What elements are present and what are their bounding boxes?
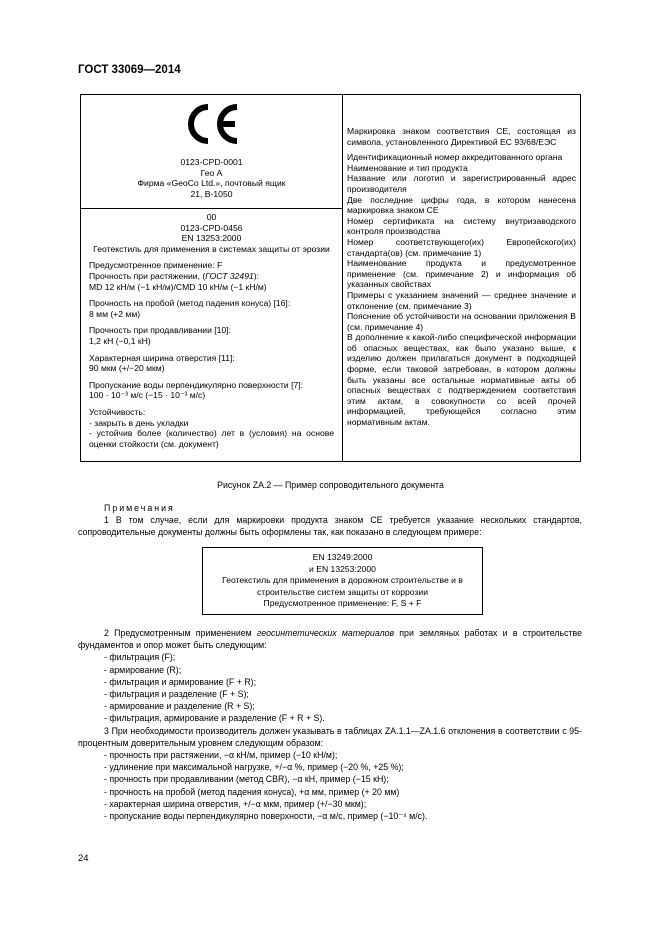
puncture-label: Прочность на пробой (метод падения конуса) [16]: <box>89 298 291 309</box>
list-item: - фильтрация и разделение (F + S); <box>104 689 249 700</box>
ce-mark-icon <box>182 101 242 147</box>
list-item: - удлинение при максимальной нагрузке, +/−α %, пример (−20 %, +25 %); <box>104 762 404 773</box>
product-info-block <box>81 212 342 449</box>
manufacturer-address: Фирма «GeoCo Ltd.», почтовый ящик <box>137 178 286 189</box>
example-description: Геотекстиль для применения в дорожном строительстве и в строительстве систем защиты от коррозии <box>222 575 463 597</box>
list-item: - фильтрация и армирование (F + R); <box>104 676 257 687</box>
explanation-item: Наименование продукта и предусмотренное применение (см. примечание 2) и информация об указанных свойствах <box>347 258 576 290</box>
tensile-strength-value: MD 12 кН/м (−1 кН/м)/CMD 10 кН/м (−1 кН/м) <box>89 281 267 292</box>
explanation-item: Название или логотип и зарегистрированный адрес производителя <box>347 173 576 194</box>
row-divider <box>81 208 342 209</box>
list-item: - характерная ширина отверстия, +/−α мкм, пример (+/−30 мкм); <box>104 798 367 809</box>
explanation-item: Пояснение об устойчивости на основании приложения В (см. примечание 4) <box>347 311 576 332</box>
water-label: Пропускание воды перпендикулярно поверхности [7]: <box>89 379 304 390</box>
list-item: - прочность на пробой (метод падения конуса), +α мм, пример (+ 20 мм) <box>104 786 400 797</box>
example-box <box>202 547 483 615</box>
figure-caption: Рисунок ZA.2 — Пример сопроводительного документа <box>217 480 444 490</box>
example-standard: EN 13249:2000 <box>312 552 373 562</box>
intended-use: Предусмотренное применение: F <box>89 260 223 271</box>
document-header: ГОСТ 33069—2014 <box>78 64 181 76</box>
explanation-column <box>343 126 582 428</box>
opening-label: Характерная ширина отверстия [11]: <box>89 352 235 363</box>
opening-value: 90 мкм (+/−20 мкм) <box>89 363 165 374</box>
note-3: 3 При необходимости производитель должен указывать в таблицах ZA.1.1—ZA.1.6 отклонения в соответствии с 95-процентным доверительным уровнем следующим образом: <box>78 725 582 748</box>
certificate-number: 0123-CPD-0456 <box>180 222 243 233</box>
explanation-item: Идентификационный номер аккредитованного органа <box>347 152 563 163</box>
year-digits: 00 <box>206 212 217 222</box>
list-item: - фильтрация (F); <box>104 652 176 663</box>
durability-item: - закрыть в день укладки <box>89 417 189 428</box>
gost-reference: ГОСТ 32491 <box>205 270 254 281</box>
manufacturer-block <box>81 95 342 199</box>
list-item: - армирование (R); <box>104 664 182 675</box>
list-item: - фильтрация, армирование и разделение (F + R + S). <box>104 713 325 724</box>
puncture-value: 8 мм (+2 мм) <box>89 308 141 319</box>
list-item: - прочность при продавливании (метод CBR), −α кН, пример (−15 кН); <box>104 774 389 785</box>
list-item: - пропускание воды перпендикулярно поверхности, −α м/с, пример (−10⁻⁴ м/с). <box>104 811 428 822</box>
product-description: Геотекстиль для применения в системах защиты от эрозии <box>93 243 330 254</box>
product-name: Гео А <box>200 167 223 178</box>
figure-table <box>80 94 581 462</box>
durability-item: - устойчив более (количество) лет в (условия) на основе оценки стойкости (см. документ) <box>89 428 334 449</box>
standard-number: EN 13253:2000 <box>181 233 242 244</box>
push-value: 1,2 кН (−0,1 кН) <box>89 335 151 346</box>
notified-body-id: 0123-CPD-0001 <box>180 157 243 167</box>
manufacturer-address-2: 21, В-1050 <box>190 188 233 199</box>
notes-intro <box>78 502 582 539</box>
note-2: 2 Предусмотренным применением геосинтетических материалов при земляных работах и в строительстве фундаментов и опор может быть следующим: <box>78 628 582 651</box>
page-number: 24 <box>78 853 89 864</box>
explanation-item: Номер сертификата на систему внутризаводского контроля производства <box>347 215 576 237</box>
notes-heading: Примечания <box>104 503 175 513</box>
explanation-item: Две последние цифры года, в котором нанесена маркировка знаком СЕ <box>347 194 576 216</box>
push-label: Прочность при продавливании [10]: <box>89 325 231 336</box>
notes-body <box>78 627 582 822</box>
explanation-item: Примеры с указанием значений — среднее значение и отклонение (см. примечание 3) <box>347 289 576 311</box>
example-standard-2: и EN 13253:2000 <box>309 563 376 574</box>
durability-label: Устойчивость: <box>89 406 146 417</box>
explanation-ce: Маркировка знаком соответствия СЕ, состоящая из символа, установленного Директивой ЕС 93/68/ЕЭС <box>347 126 576 147</box>
list-item: - прочность при растяжении, −α кН/м, пример (−10 кН/м); <box>104 750 338 761</box>
note-1: 1 В том случае, если для маркировки продукта знаком СЕ требуется указание нескольких стандартов, сопроводительные документы должны быть оформлены так, как показано в следующем примере: <box>78 515 582 538</box>
explanation-item: Наименование и тип продукта <box>347 162 468 173</box>
tensile-strength-label: Прочность при растяжении, (ГОСТ 32491): <box>89 270 260 281</box>
explanation-item: В дополнение к какой-либо специфической информации об опасных веществах, как было указано выше, к изделию должен прилагаться документ в подходящей форме, если таковой затребован, в котором должны быть указаны все остальные нормативные акты об опасных веществах с подтверждением соответствия этим актам, в совокупности со всей прочей информацией, требующейся согласно этим нормативным актам. <box>347 332 576 428</box>
example-use: Предусмотренное применение: F, S + F <box>263 598 422 609</box>
list-item: - армирование и разделение (R + S); <box>104 701 255 712</box>
explanation-item: Номер соответствующего(их) Европейского(их) стандарта(ов) (см. примечание 1) <box>347 236 576 258</box>
water-value: 100 · 10⁻³ м/с (−15 · 10⁻³ м/с) <box>89 390 206 401</box>
